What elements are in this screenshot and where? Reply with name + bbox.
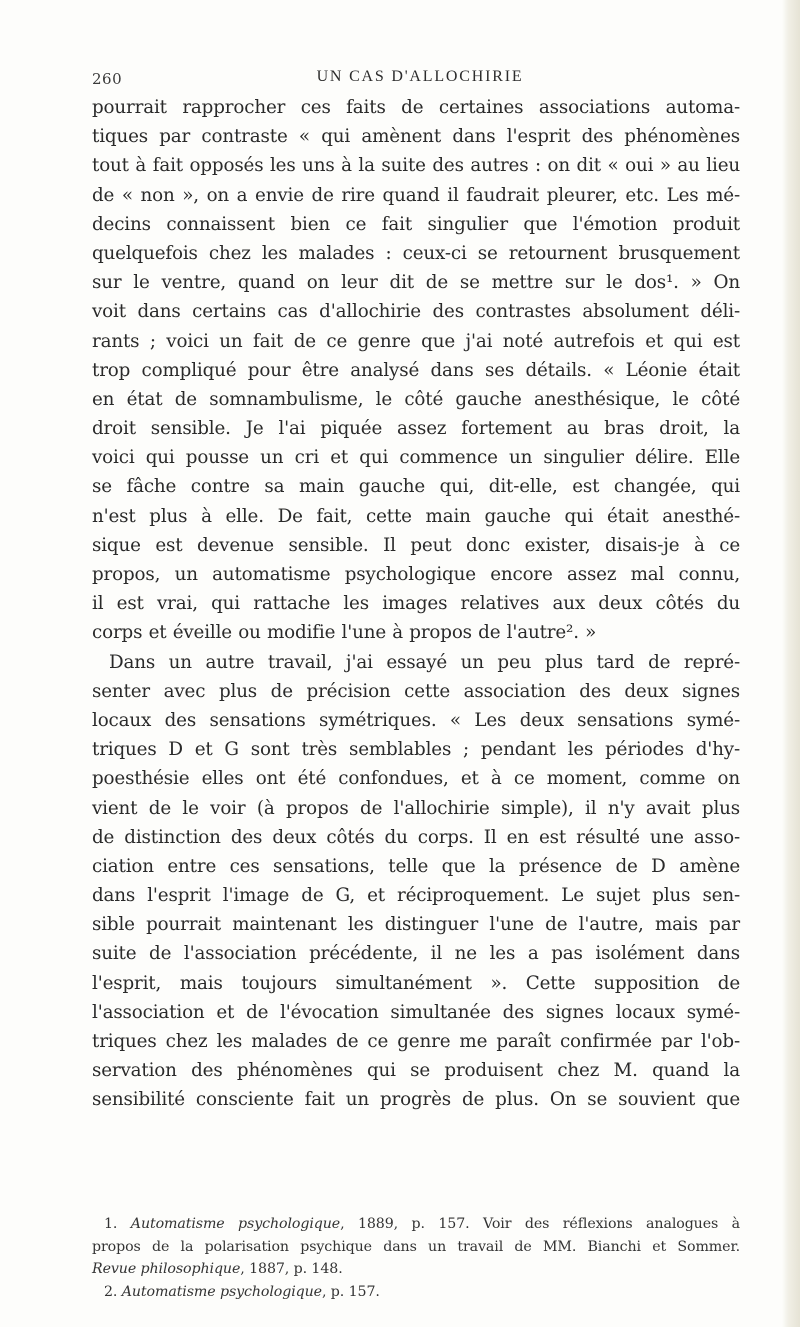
footnote-line: 1. Automatisme psychologique, 1889, p. 157. Voir des réflexions analogues à [104,1216,741,1232]
text-line: sible pourrait maintenant les distinguer l'une de l'autre, mais par [92,914,740,936]
page-number: 260 [92,70,123,88]
text-line: n'est plus à elle. De fait, cette main gauche qui était anesthé- [92,505,740,527]
text-line: tout à fait opposés les uns à la suite des autres : on dit « oui » au lieu [92,155,740,177]
text-line: dans l'esprit l'image de G, et réciproquement. Le sujet plus sen- [92,885,740,907]
body-text [92,93,740,1115]
text-line: voit dans certains cas d'allochirie des contrastes absolument déli- [92,301,740,323]
text-line: se fâche contre sa main gauche qui, dit-elle, est changée, qui [92,476,740,498]
text-line: decins connaissent bien ce fait singulier que l'émotion produit [92,213,740,235]
text-line: ciation entre ces sensations, telle que la présence de D amène [92,855,740,877]
scan-page-edge [782,0,800,1327]
running-title: UN CAS D'ALLOCHIRIE [316,68,524,85]
text-line: locaux des sensations symétriques. « Les deux sensations symé- [92,709,740,731]
text-line: voici qui pousse un cri et qui commence un singulier délire. Elle [92,447,740,469]
text-line: tiques par contraste « qui amènent dans l'esprit des phénomènes [92,126,740,148]
text-line: de « non », on a envie de rire quand il faudrait pleurer, etc. Les mé- [92,184,740,206]
footnote-line: propos de la polarisation psychique dans un travail de MM. Bianchi et Sommer. [92,1238,740,1255]
text-line: servation des phénomènes qui se produisent chez M. quand la [92,1060,740,1082]
text-line: en état de somnambulisme, le côté gauche anesthésique, le côté [92,388,740,410]
text-line: corps et éveille ou modifie l'une à propos de l'autre². » [92,622,597,644]
text-line: sur le ventre, quand on leur dit de se mettre sur le dos¹. » On [92,272,740,294]
text-line: quelquefois chez les malades : ceux-ci se retournent brusquement [92,242,740,264]
text-line: suite de l'association précédente, il ne les a pas isolément dans [92,943,740,965]
text-line: poesthésie elles ont été confondues, et à ce moment, comme on [92,768,740,790]
text-line: triques D et G sont très semblables ; pendant les périodes d'hy- [92,739,740,761]
footnote-line: 2. Automatisme psychologique, p. 157. [104,1283,380,1300]
footnote-line: Revue philosophique, 1887, p. 148. [92,1261,343,1277]
text-line: triques chez les malades de ce genre me paraît confirmée par l'ob- [92,1031,740,1052]
text-line: Dans un autre travail, j'ai essayé un peu plus tard de repré- [109,651,740,673]
text-line: droit sensible. Je l'ai piquée assez fortement au bras droit, la [92,418,740,440]
text-line: l'association et de l'évocation simultanée des signes locaux symé- [92,1001,740,1023]
text-line: de distinction des deux côtés du corps. Il en est résulté une asso- [92,826,740,848]
text-line: rants ; voici un fait de ce genre que j'ai noté autrefois et qui est [92,330,740,352]
text-line: pourrait rapprocher ces faits de certaines associations automa- [92,97,740,118]
text-line: vient de le voir (à propos de l'allochirie simple), il n'y avait plus [92,797,740,819]
text-line: l'esprit, mais toujours simultanément ». Cette supposition de [92,972,740,994]
text-line: propos, un automatisme psychologique encore assez mal connu, [92,564,740,585]
text-line: trop compliqué pour être analysé dans ses détails. « Léonie était [92,359,740,381]
text-line: senter avec plus de précision cette association des deux signes [92,680,740,702]
footnotes [92,1213,740,1303]
text-line: il est vrai, qui rattache les images relatives aux deux côtés du [92,593,740,615]
text-line: sensibilité consciente fait un progrès de plus. On se souvient que [92,1089,740,1111]
text-line: sique est devenue sensible. Il peut donc exister, disais-je à ce [92,534,740,556]
